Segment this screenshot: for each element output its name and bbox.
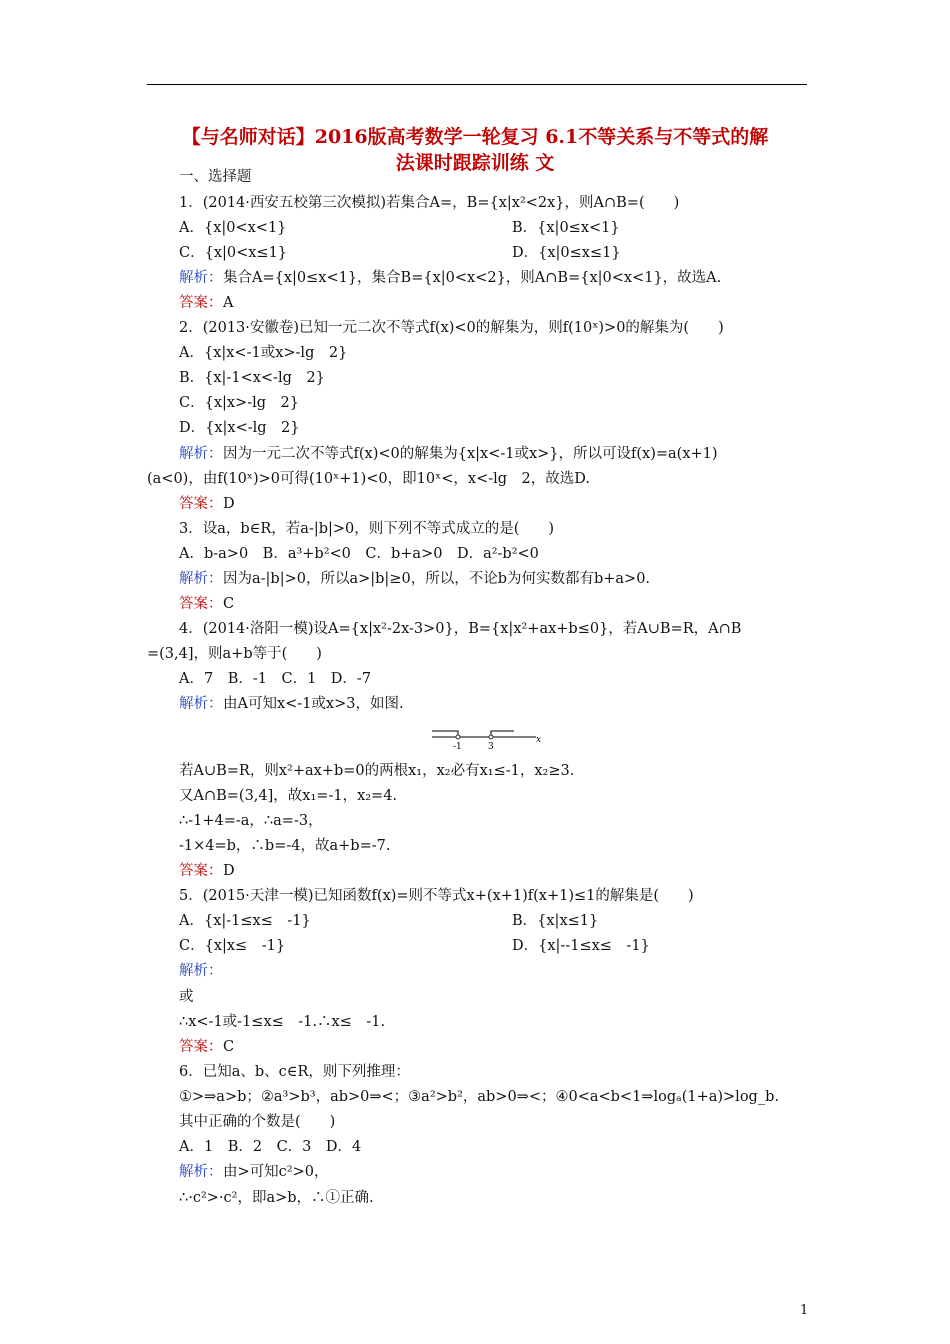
solution-label: 解析：: [179, 446, 223, 462]
answer-label: 答案：: [179, 295, 223, 311]
text-line: D．{x|0≤x≤1}: [512, 245, 621, 261]
text-line: ∴x<-1或-1≤x≤ -1.∴x≤ -1.: [179, 1014, 386, 1030]
text-line: A: [223, 295, 234, 311]
header-rule: [147, 84, 807, 85]
text-line: A．7 B．-1 C．1 D．-7: [179, 671, 372, 687]
range-right-bracket: [491, 731, 514, 737]
text-line: 由>可知c²>0，: [223, 1164, 329, 1180]
tick-label-minus1: -1: [453, 742, 462, 752]
text-line: ①>⇒a>b；②a³>b³，ab>0⇒<；③a²>b²，ab>0⇒<；④0<a<b<1⇒logₐ(1+a)>log_b.: [179, 1089, 779, 1105]
text-line: A．b-a>0 B．a³+b²<0 C．b+a>0 D．a²-b²<0: [179, 546, 539, 562]
text-line: B．{x|-1<x<-lg 2}: [179, 370, 325, 386]
text-line: 4．(2014·洛阳一模)设A={x|x²-2x-3>0}，B={x|x²+ax+b≤0}，若A∪B=R，A∩B: [179, 621, 742, 637]
text-line: 因为a-|b|>0，所以a>|b|≥0，所以，不论b为何实数都有b+a>0.: [223, 571, 651, 587]
text-line: C: [223, 596, 235, 612]
text-line: -1×4=b，∴b=-4，故a+b=-7.: [179, 838, 391, 854]
text-line: 又A∩B=(3,4]，故x₁=-1，x₂=4.: [179, 788, 398, 804]
text-line: 6．已知a、b、c∈R，则下列推理：: [179, 1064, 410, 1080]
text-line: ∴-1+4=-a，∴a=-3，: [179, 813, 323, 829]
text-line: 5．(2015·天津一模)已知函数f(x)=则不等式x+(x+1)f(x+1)≤1的解集是( ): [179, 888, 694, 904]
text-line: D．{x|x<-lg 2}: [179, 420, 300, 436]
answer-label: 答案：: [179, 863, 223, 879]
title-line-1: 【与名师对话】2016版高考数学一轮复习 6.1不等关系与不等式的解: [181, 126, 769, 148]
text-line: 集合A={x|0≤x<1}，集合B={x|0<x<2}，则A∩B={x|0<x<1}，故选A.: [223, 270, 722, 286]
text-line: D: [223, 863, 235, 879]
text-line: 2．(2013·安徽卷)已知一元二次不等式f(x)<0的解集为，则f(10ˣ)>0的解集为( ): [179, 320, 724, 336]
text-line: C．{x|x>-lg 2}: [179, 395, 299, 411]
solution-label: 解析：: [179, 963, 223, 979]
answer-label: 答案：: [179, 496, 223, 512]
text-line: 其中正确的个数是( ): [179, 1114, 336, 1130]
text-line: C．{x|0<x≤1}: [179, 245, 288, 261]
text-line: D: [223, 496, 235, 512]
text-line: (a<0)，由f(10ˣ)>0可得(10ˣ+1)<0，即10ˣ<，x<-lg 2，故选D.: [147, 471, 590, 487]
text-line: C．{x|x≤ -1}: [179, 938, 286, 954]
text-line: 因为一元二次不等式f(x)<0的解集为{x|x<-1或x>}，所以可设f(x)=a(x+1): [223, 446, 718, 462]
text-line: C: [223, 1039, 235, 1055]
text-line: =(3,4]，则a+b等于( ): [147, 646, 322, 662]
axis-label-x: x: [536, 735, 542, 745]
solution-label: 解析：: [179, 270, 223, 286]
text-line: D．{x|--1≤x≤ -1}: [512, 938, 650, 954]
text-line: 或: [179, 989, 194, 1005]
text-line: 3．设a，b∈R，若a-|b|>0，则下列不等式成立的是( ): [179, 521, 555, 537]
answer-label: 答案：: [179, 1039, 223, 1055]
range-left-bracket: [432, 731, 458, 737]
page-number: 1: [800, 1303, 809, 1318]
text-line: 若A∪B=R，则x²+ax+b=0的两根x₁，x₂必有x₁≤-1，x₂≥3.: [179, 763, 575, 779]
solution-label: 解析：: [179, 1164, 223, 1180]
text-line: B．{x|0≤x<1}: [512, 220, 620, 236]
number-line-figure: [432, 728, 548, 752]
text-line: A．{x|0<x<1}: [179, 220, 287, 236]
open-point-left: [456, 735, 460, 739]
text-line: ∴·c²>·c²，即a>b，∴①正确.: [179, 1190, 374, 1206]
text-line: A．{x|x<-1或x>-lg 2}: [179, 345, 348, 361]
open-point-right: [489, 735, 493, 739]
solution-label: 解析：: [179, 696, 223, 712]
tick-label-3: 3: [488, 742, 494, 752]
text-line: 由A可知x<-1或x>3，如图.: [223, 696, 404, 712]
text-line: 一、选择题: [179, 169, 252, 185]
answer-label: 答案：: [179, 596, 223, 612]
text-line: A．1 B．2 C．3 D．4: [179, 1139, 362, 1155]
title-line-2: 法课时跟踪训练 文: [395, 152, 555, 174]
text-line: B．{x|x≤1}: [512, 913, 599, 929]
text-line: A．{x|-1≤x≤ -1}: [179, 913, 311, 929]
solution-label: 解析：: [179, 571, 223, 587]
text-line: 1．(2014·西安五校第三次模拟)若集合A=，B={x|x²<2x}，则A∩B=( ): [179, 195, 680, 211]
